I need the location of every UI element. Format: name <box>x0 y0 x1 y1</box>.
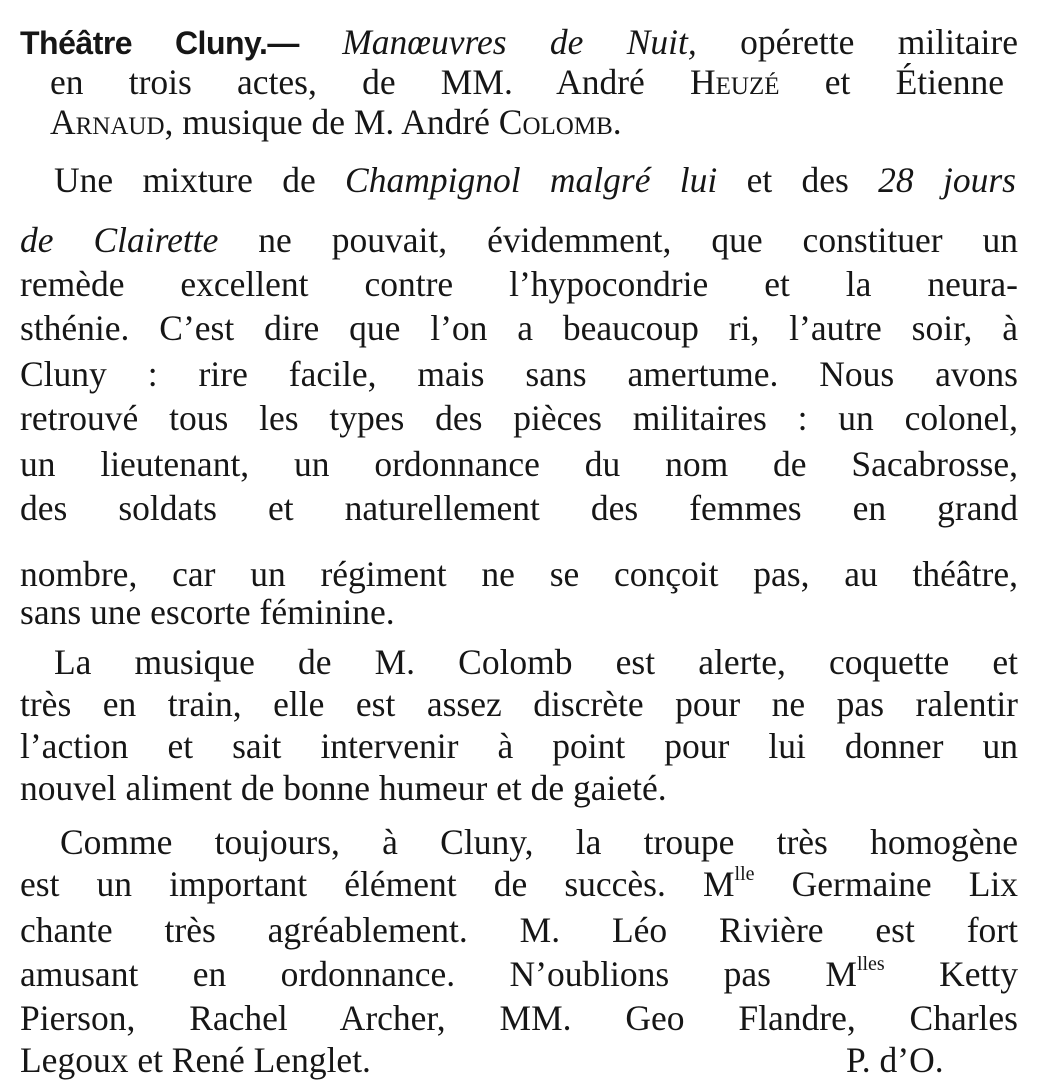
credits-line-2: Arnaud, musique de M. André Colomb. <box>50 102 622 142</box>
author-name: Heuzé <box>690 62 780 102</box>
paragraph-2-line: l’action et sait intervenir à point pour lui donner un <box>20 726 1018 766</box>
paragraph-1-line: remède excellent contre l’hypocondrie et la neura- <box>20 264 1018 304</box>
paragraph-1-line: sans une escorte féminine. <box>20 592 395 632</box>
paragraph-3-line: Comme toujours, à Cluny, la troupe très homogène <box>60 822 1018 862</box>
paragraph-3-line: est un important élément de succès. $M^{lle}$ Germaine Lix <box>20 863 1018 904</box>
paragraph-1-line: Cluny : rire facile, mais sans amertume. Nous avons <box>20 354 1018 394</box>
paragraph-1-line: Une mixture de Champignol malgré lui et des 28 jours <box>54 160 1016 200</box>
paragraph-1-line: nombre, car un régiment ne se conçoit pas, au théâtre, <box>20 554 1018 594</box>
paragraph-3-line: amusant en ordonnance. N’oublions pas $M^{lles}$ Ketty <box>20 953 1018 994</box>
paragraph-1-line: de Clairette ne pouvait, évidemment, que constituer un <box>20 220 1018 260</box>
paragraph-3-line: Legoux et René Lenglet. <box>20 1040 371 1080</box>
paragraph-3-line: chante très agréablement. M. Léo Rivière est fort <box>20 910 1018 950</box>
composer-name: Colomb <box>498 102 613 142</box>
paragraph-2-line: nouvel aliment de bonne humeur et de gaieté. <box>20 768 667 808</box>
paragraph-2-line: La musique de M. Colomb est alerte, coquette et <box>54 642 1018 682</box>
paragraph-1-line: retrouvé tous les types des pièces militaires : un colonel, <box>20 398 1018 438</box>
venue-name: Théâtre Cluny <box>20 25 259 61</box>
paragraph-2-line: très en train, elle est assez discrète pour ne pas ralentir <box>20 684 1018 724</box>
author-name: Arnaud <box>50 102 165 142</box>
author-signature: P. d’O. <box>846 1040 944 1080</box>
header-dash: .— <box>258 25 299 61</box>
article-header <box>20 22 1018 62</box>
credits-line-1: en trois actes, de MM. André Heuzé et Étienne <box>50 62 1005 102</box>
paragraph-3-line: Pierson, Rachel Archer, MM. Geo Flandre, Charles <box>20 998 1018 1038</box>
paragraph-1-line: un lieutenant, un ordonnance du nom de Sacabrosse, <box>20 444 1018 484</box>
paragraph-1-line: sthénie. C’est dire que l’on a beaucoup ri, l’autre soir, à <box>20 308 1018 348</box>
paragraph-1-line: des soldats et naturellement des femmes en grand <box>20 488 1018 528</box>
play-title: Manœuvres de Nuit, <box>342 22 697 62</box>
play-description: opérette militaire <box>696 22 1019 62</box>
